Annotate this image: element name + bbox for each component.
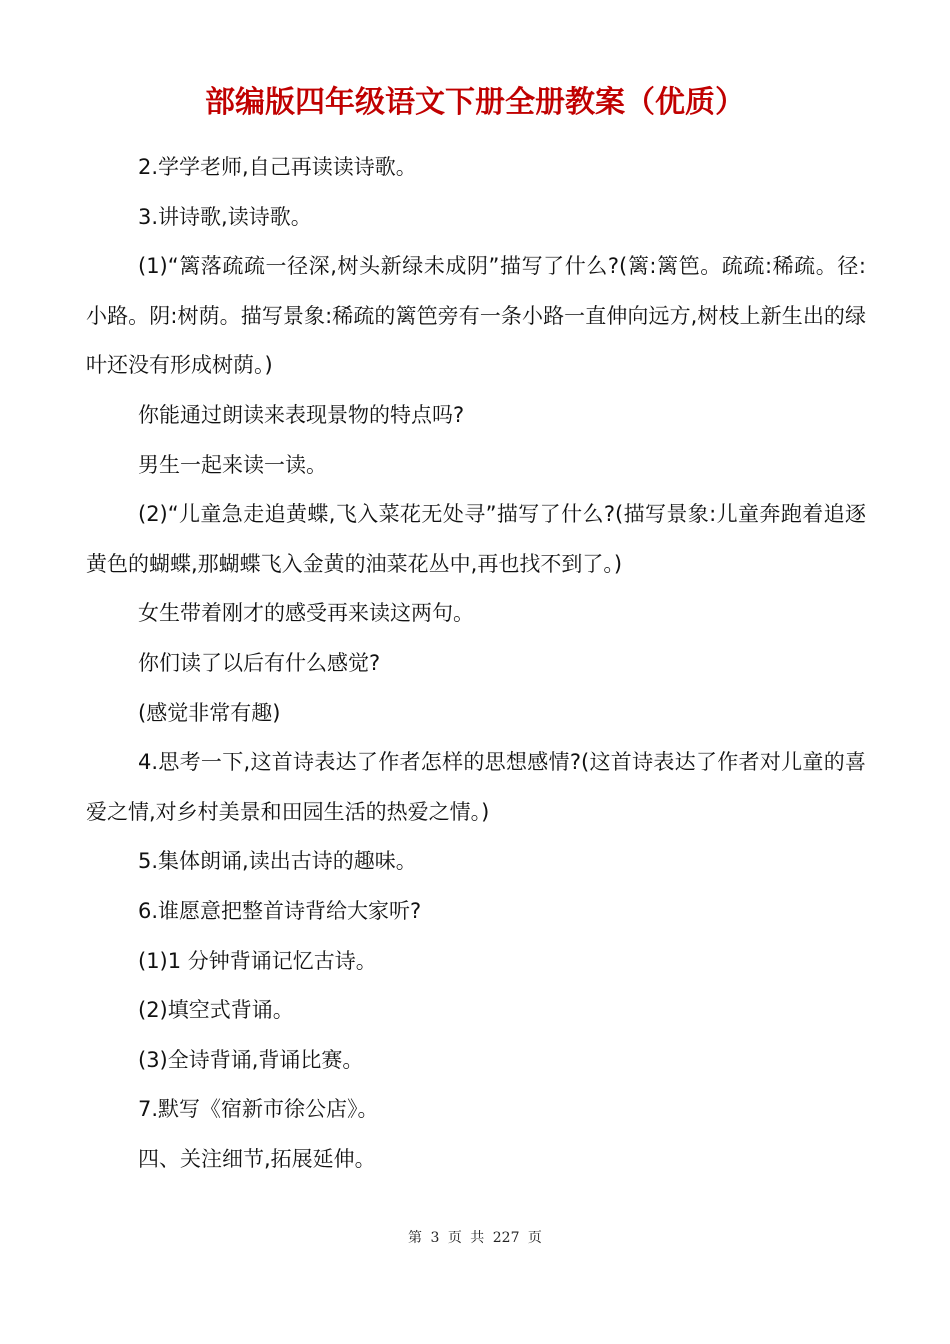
paragraph-1: 2.学学老师,自己再读读诗歌。 [138,155,417,179]
paragraph-10: 4.思考一下,这首诗表达了作者怎样的思想感情?(这首诗表达了作者对儿童的喜爱之情,对乡村美景和田园生活的热爱之情。) [86,750,866,824]
document-title: 部编版四年级语文下册全册教案（优质） [205,85,745,120]
paragraph-12: 6.谁愿意把整首诗背给大家听? [138,898,422,923]
paragraph-4: 你能通过朗读来表现景物的特点吗? [138,402,465,427]
paragraph-8: 你们读了以后有什么感觉? [138,650,381,675]
paragraph-6: (2)“儿童急走追黄蝶,飞入菜花无处寻”描写了什么?(描写景象:儿童奔跑着追逐黄色的蝴蝶,那蝴蝶飞入金黄的油菜花丛中,再也找不到了。) [86,502,866,576]
paragraph-3: (1)“篱落疏疏一径深,树头新绿未成阴”描写了什么?(篱:篱笆。疏疏:稀疏。径:小路。阴:树荫。描写景象:稀疏的篱笆旁有一条小路一直伸向远方,树枝上新生出的绿叶还没有形成树荫。) [86,254,866,378]
paragraph-11: 5.集体朗诵,读出古诗的趣味。 [138,849,417,874]
page-footer: 第 3 页 共 227 页 [408,1230,542,1246]
document-body [86,143,866,1184]
paragraph-5: 男生一起来读一读。 [138,452,327,477]
paragraph-13: (1)1 分钟背诵记忆古诗。 [138,948,377,973]
paragraph-9: (感觉非常有趣) [138,700,281,725]
paragraph-2: 3.讲诗歌,读诗歌。 [138,204,312,229]
paragraph-16: 7.默写《宿新市徐公店》。 [138,1097,379,1122]
paragraph-17: 四、关注细节,拓展延伸。 [138,1146,376,1171]
paragraph-7: 女生带着刚才的感受再来读这两句。 [138,601,474,626]
paragraph-15: (3)全诗背诵,背诵比赛。 [138,1047,364,1072]
paragraph-14: (2)填空式背诵。 [138,998,294,1023]
